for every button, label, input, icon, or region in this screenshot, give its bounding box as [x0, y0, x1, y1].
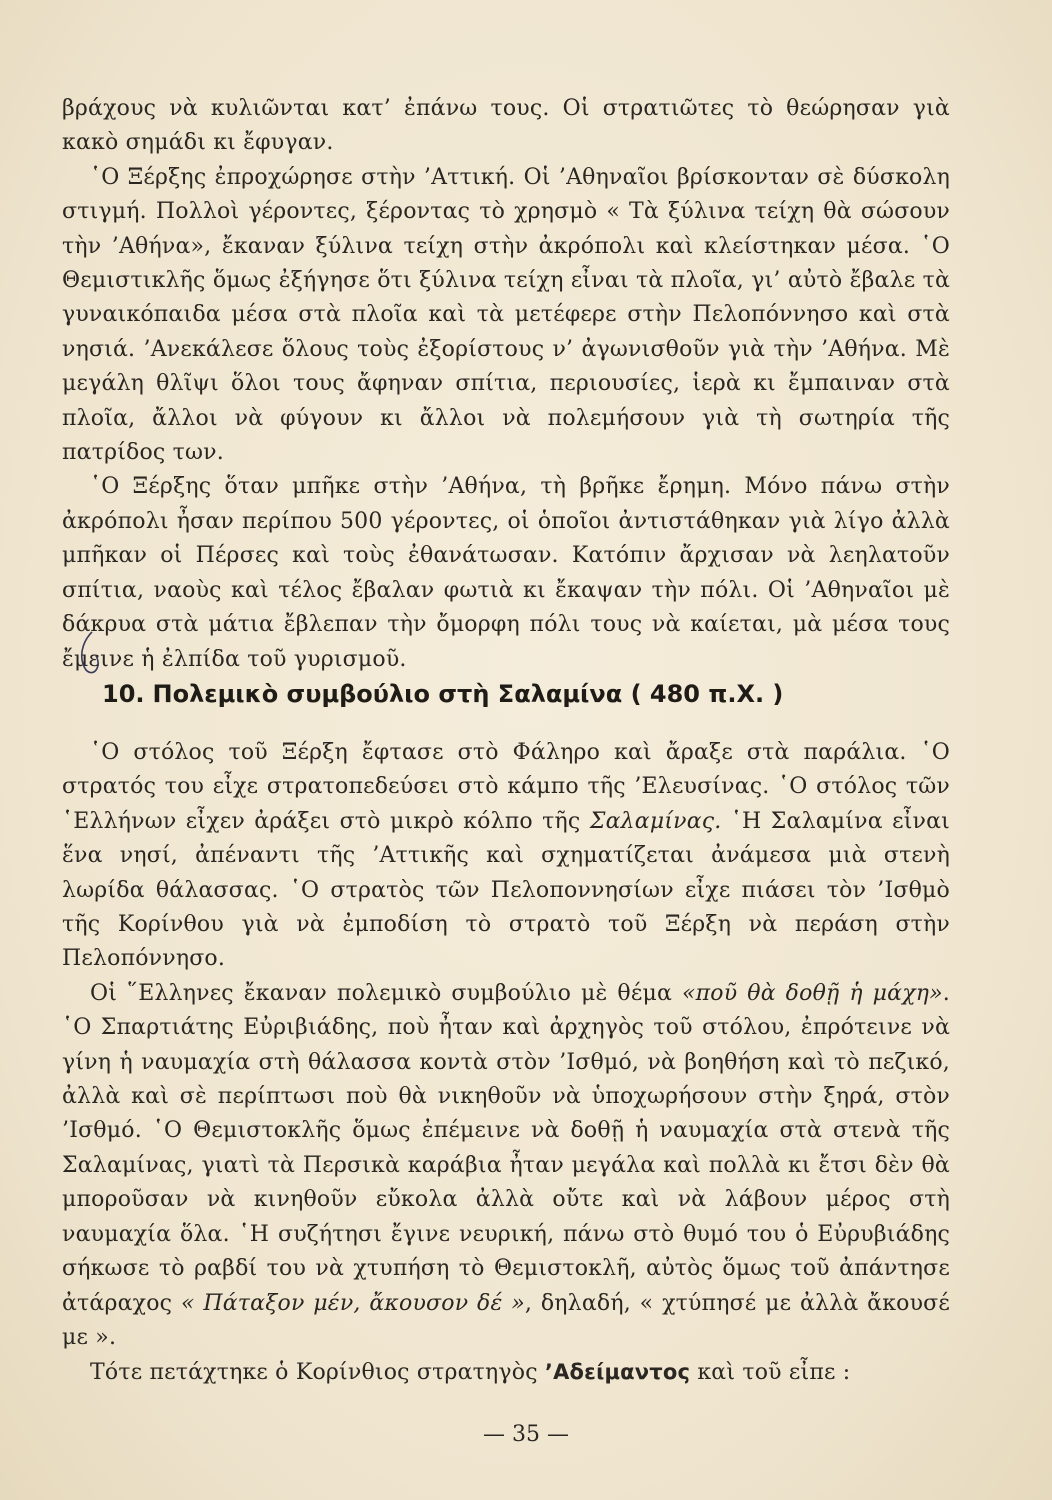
pen-mark-icon	[72, 620, 112, 680]
text-block-top	[62, 92, 950, 677]
paragraph-5-a: Οἱ ῞Ελληνες ἔκαναν πολεμικὸ συμβούλιο μὲ θέμα	[90, 980, 682, 1006]
paragraph-2: ῾Ο Ξέρξης ἐπροχώρησε στὴν ’Αττική. Οἱ ’Αθηναῖοι βρίσκονταν σὲ δύσκολη στιγμή. Πολλοὶ γέροντες, ξέροντας τὸ χρησμὸ « Τὰ ξύλινα τείχη θὰ σώσουν τὴν ’Αθήνα», ἔκαναν ξύλινα τείχη στὴν ἀκρόπολι καὶ κλείστηκαν μέσα. ῾Ο Θεμιστικλῆς ὅμως ἐξήγησε ὅτι ξύλινα τείχη εἶναι τὰ πλοῖα, γι’ αὐτὸ ἔβαλε τὰ γυναικόπαιδα μέσα στὰ πλοῖα καὶ τὰ μετέφερε στὴν Πελοπόννησο καὶ στὰ νησιά. ’Ανεκάλεσε ὅλους τοὺς ἐξορίστους ν’ ἀγωνισθοῦν γιὰ τὴν ’Αθήνα. Μὲ μεγάλη θλῖψι ὅλοι τους ἄφηναν σπίτια, περιουσίες, ἱερὰ κι ἔμπαιναν στὰ πλοῖα, ἄλλοι νὰ φύγουν κι ἄλλοι νὰ πολεμήσουν γιὰ τὴ σωτηρία τῆς πατρίδος των.	[62, 164, 950, 466]
quote-italic: « Πάταξον μέν, ἄκουσον δέ »	[180, 1290, 525, 1316]
paragraph-6	[62, 1355, 950, 1390]
paragraph-5-c: , δηλαδή, « χτύπησέ με ἀλλὰ ἄκουσέ με ».	[62, 1290, 950, 1350]
section-heading	[102, 680, 783, 708]
paragraph-4	[62, 736, 950, 977]
adeimantos-bold: ’Αδείμαντος	[544, 1360, 691, 1385]
text-block-bottom	[62, 736, 950, 1391]
paragraph-5	[62, 977, 950, 1355]
paragraph-1: βράχους νὰ κυλιῶνται κατ’ ἐπάνω τους. Οἱ στρατιῶτες τὸ θεώρησαν γιὰ κακὸ σημάδι κι ἔφυγαν.	[62, 96, 950, 156]
paragraph-4-rest: ῾Η Σαλαμίνα εἶναι ἕνα νησί, ἀπέναντι τῆς ’Αττικῆς καὶ σχηματίζεται ἀνάμεσα μιὰ στενὴ λωρίδα θάλασσας. ῾Ο στρατὸς τῶν Πελοποννησίων εἶχε πιάσει τὸν ’Ισθμὸ τῆς Κορίνθου γιὰ νὰ ἐμποδίση τὸ στρατὸ τοῦ Ξέρξη νὰ περάση στὴν Πελοπόννησο.	[62, 808, 950, 972]
paragraph-6-a: Τότε πετάχτηκε ὁ Κορίνθιος στρατηγὸς	[90, 1360, 545, 1386]
paragraph-6-b: καὶ τοῦ εἶπε :	[690, 1360, 851, 1386]
paragraph-5-b: . ῾Ο Σπαρτιάτης Εὐριβιάδης, ποὺ ἦταν καὶ ἀρχηγὸς τοῦ στόλου, ἐπρότεινε νὰ γίνη ἡ ναυμαχία στὴ θάλασσα κοντὰ στὸν ’Ισθμό, νὰ βοηθήση καὶ τὸ πεζικό, ἀλλὰ καὶ σὲ περίπτωσι ποὺ θὰ νικηθοῦν νὰ ὑποχωρήσουν στὴν ξηρά, στὸν ’Ισθμό. ῾Ο Θεμιστοκλῆς ὅμως ἐπέμεινε νὰ δοθῇ ἡ ναυμαχία στὰ στενὰ τῆς Σαλαμίνας, γιατὶ τὰ Περσικὰ καράβια ἦταν μεγάλα καὶ πολλὰ κι ἔτσι δὲν θὰ μποροῦσαν νὰ κινηθοῦν εὔκολα ἀλλὰ οὔτε καὶ νὰ λάβουν μέρος στὴ ναυμαχία ὅλα. ῾Η συζήτησι ἔγινε νευρική, πάνω στὸ θυμό του ὁ Εὐρυβιάδης σήκωσε τὸ ραβδί του νὰ χτυπήση τὸ Θεμιστοκλῆ, αὐτὸς ὅμως τοῦ ἀπάντησε ἀτάραχος	[62, 980, 950, 1316]
section-title: Πολεμικὸ συμβούλιο στὴ Σαλαμίνα ( 480 π.Χ. )	[152, 680, 784, 708]
section-number: 10.	[102, 680, 145, 708]
paragraph-3: ῾Ο Ξέρξης ὅταν μπῆκε στὴν ’Αθήνα, τὴ βρῆκε ἔρημη. Μόνο πάνω στὴν ἀκρόπολι ἦσαν περίπου 500 γέροντες, οἱ ὁποῖοι ἀντιστάθηκαν γιὰ λίγο ἀλλὰ μπῆκαν οἱ Πέρσες καὶ τοὺς ἐθανάτωσαν. Κατόπιν ἄρχισαν νὰ λεηλατοῦν σπίτια, ναοὺς καὶ τέλος ἔβαλαν φωτιὰ κι ἔκαψαν τὴν πόλι. Οἱ ’Αθηναῖοι μὲ δάκρυα στὰ μάτια ἔβλεπαν τὴν ὄμορφη πόλι τους νὰ καίεται, μὰ μέσα τους ἔμεινε ἡ ἐλπίδα τοῦ γυρισμοῦ.	[62, 474, 950, 672]
page-number: — 35 —	[483, 1422, 569, 1447]
paragraph-4-text: ῾Ο στόλος τοῦ Ξέρξη ἔφτασε στὸ Φάληρο καὶ ἄραξε στὰ παράλια. ῾Ο στρατός του εἶχε στρατοπεδεύσει στὸ κάμπο τῆς ’Ελευσίνας. ῾Ο στόλος τῶν ῾Ελλήνων εἶχεν ἀράξει στὸ μικρὸ κόλπο τῆς	[62, 740, 950, 834]
salamina-italic: Σαλαμίνας.	[589, 808, 722, 834]
battle-question-italic: «ποῦ θὰ δοθῇ ἡ μάχη»	[681, 980, 943, 1006]
